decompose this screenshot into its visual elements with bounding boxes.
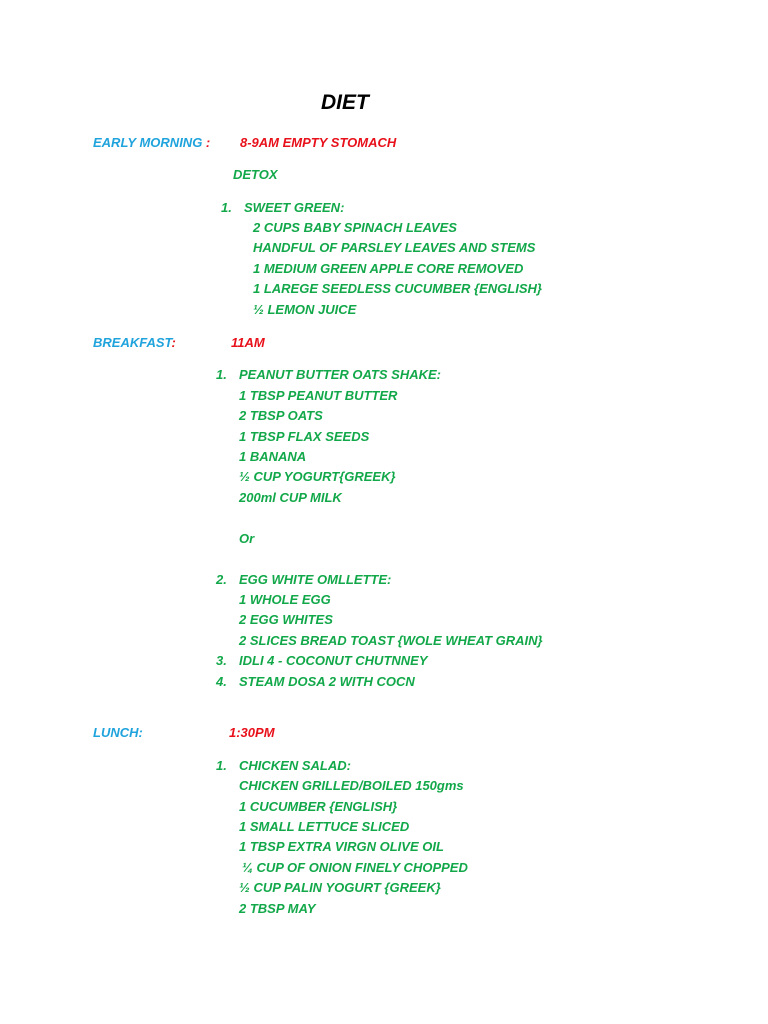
ingredient-item: ½ LEMON JUICE bbox=[253, 302, 357, 317]
idli-number: 3. bbox=[216, 653, 227, 668]
ingredient-item: ½ CUP PALIN YOGURT {GREEK} bbox=[239, 880, 441, 895]
page-title: DIET bbox=[321, 91, 369, 114]
chicken-salad-number: 1. bbox=[216, 758, 227, 773]
ingredient-item: 1 CUCUMBER {ENGLISH} bbox=[239, 799, 398, 814]
ingredient-item: 1 LAREGE SEEDLESS CUCUMBER {ENGLISH} bbox=[253, 281, 542, 296]
ingredient-item: 2 TBSP MAY bbox=[239, 901, 316, 916]
ingredient-item: 1 WHOLE EGG bbox=[239, 592, 331, 607]
ingredient-item: 1 TBSP EXTRA VIRGN OLIVE OIL bbox=[239, 839, 444, 854]
lunch-label: LUNCH: bbox=[93, 725, 143, 740]
omelette-number: 2. bbox=[216, 572, 227, 587]
ingredient-item: ¼ CUP OF ONION FINELY CHOPPED bbox=[242, 860, 468, 875]
early-morning-time: 8-9AM EMPTY STOMACH bbox=[240, 135, 397, 150]
ingredient-item: 1 TBSP FLAX SEEDS bbox=[239, 429, 370, 444]
ingredient-item: 1 MEDIUM GREEN APPLE CORE REMOVED bbox=[253, 261, 524, 276]
or-separator: Or bbox=[239, 531, 255, 546]
ingredient-item: 1 TBSP PEANUT BUTTER bbox=[239, 388, 398, 403]
breakfast-heading bbox=[93, 334, 176, 352]
ingredient-item: 2 TBSP OATS bbox=[239, 408, 323, 423]
breakfast-colon: : bbox=[171, 335, 176, 350]
sweet-green-number: 1. bbox=[221, 200, 232, 215]
ingredient-item: 1 SMALL LETTUCE SLICED bbox=[239, 819, 410, 834]
ingredient-item: CHICKEN GRILLED/BOILED 150gms bbox=[239, 778, 464, 793]
early-morning-colon: : bbox=[202, 135, 211, 150]
idli-title: IDLI 4 - COCONUT CHUTNNEY bbox=[239, 653, 428, 668]
lunch-time: 1:30PM bbox=[229, 725, 275, 740]
ingredient-item: HANDFUL OF PARSLEY LEAVES AND STEMS bbox=[253, 240, 536, 255]
dosa-number: 4. bbox=[216, 674, 227, 689]
shake-title: PEANUT BUTTER OATS SHAKE: bbox=[239, 367, 441, 382]
ingredient-item: ½ CUP YOGURT{GREEK} bbox=[239, 469, 396, 484]
detox-subtitle: DETOX bbox=[233, 167, 278, 182]
breakfast-label: BREAKFAST bbox=[93, 335, 172, 350]
ingredient-item: 1 BANANA bbox=[239, 449, 307, 464]
shake-number: 1. bbox=[216, 367, 227, 382]
ingredient-item: 2 EGG WHITES bbox=[239, 612, 333, 627]
ingredient-item: 2 SLICES BREAD TOAST {WOLE WHEAT GRAIN} bbox=[239, 633, 543, 648]
early-morning-label: EARLY MORNING bbox=[93, 135, 203, 150]
omelette-title: EGG WHITE OMLLETTE: bbox=[239, 572, 392, 587]
sweet-green-title: SWEET GREEN: bbox=[244, 200, 345, 215]
breakfast-time: 11AM bbox=[231, 335, 265, 350]
ingredient-item: 2 CUPS BABY SPINACH LEAVES bbox=[253, 220, 457, 235]
chicken-salad-title: CHICKEN SALAD: bbox=[239, 758, 351, 773]
early-morning-heading bbox=[93, 134, 210, 152]
dosa-title: STEAM DOSA 2 WITH COCN bbox=[239, 674, 415, 689]
ingredient-item: 200ml CUP MILK bbox=[239, 490, 342, 505]
